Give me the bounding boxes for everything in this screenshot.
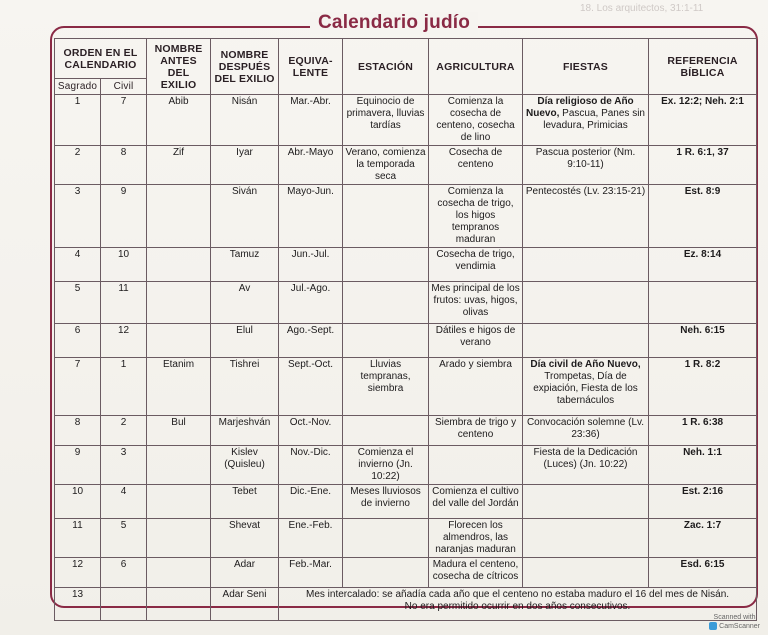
cell-equivalente: Nov.-Dic. <box>279 446 343 485</box>
cell-estacion <box>343 416 429 446</box>
cell-sagrado: 6 <box>55 324 101 358</box>
cell-agricultura: Cosecha de centeno <box>429 146 523 185</box>
intercalary-note-line1: Mes intercalado: se añadía cada año que el centeno no estaba maduro el 16 del mes de Nisán. <box>305 589 730 600</box>
cell-referencia: 1 R. 6:1, 37 <box>649 146 757 185</box>
scanner-watermark-line2: CamScanner <box>719 623 760 630</box>
cell-civil: 1 <box>101 358 147 416</box>
header-nombre-despues: NOMBRE DESPUÉS DEL EXILIO <box>211 39 279 95</box>
table-row <box>55 416 757 446</box>
table-row-intercalary <box>55 588 757 621</box>
fiestas-text: Pascua, Panes sin levadura, Primicias <box>543 108 645 131</box>
cell-referencia <box>649 282 757 324</box>
cell-equivalente: Mayo-Jun. <box>279 185 343 248</box>
bleed-through-text: 18. Los arquitectos, 31:1-11 <box>580 3 704 14</box>
cell-agricultura: Comienza el cultivo del valle del Jordán <box>429 485 523 519</box>
header-fiestas: FIESTAS <box>523 39 649 95</box>
cell-nombre-antes <box>147 588 211 621</box>
cell-nombre-despues: Tebet <box>211 485 279 519</box>
cell-sagrado: 11 <box>55 519 101 558</box>
cell-nombre-despues: Tamuz <box>211 248 279 282</box>
cell-nombre-antes <box>147 282 211 324</box>
cell-estacion: Equinocio de primavera, lluvias tardías <box>343 95 429 146</box>
cell-civil: 5 <box>101 519 147 558</box>
cell-fiestas <box>523 519 649 558</box>
cell-equivalente: Mar.-Abr. <box>279 95 343 146</box>
header-estacion: ESTACIÓN <box>343 39 429 95</box>
table-row <box>55 358 757 416</box>
cell-nombre-antes <box>147 446 211 485</box>
cell-nombre-despues: Siván <box>211 185 279 248</box>
cell-equivalente: Dic.-Ene. <box>279 485 343 519</box>
cell-nombre-despues: Adar <box>211 558 279 588</box>
cell-referencia: 1 R. 8:2 <box>649 358 757 416</box>
fiestas-text: Fiesta de la Dedicación (Luces) (Jn. 10:22) <box>533 447 638 470</box>
cell-agricultura: Arado y siembra <box>429 358 523 416</box>
cell-sagrado: 5 <box>55 282 101 324</box>
cell-agricultura: Dátiles e higos de verano <box>429 324 523 358</box>
cell-sagrado: 3 <box>55 185 101 248</box>
fiestas-highlight: Día civil de Año Nuevo, <box>530 359 641 370</box>
cell-estacion <box>343 282 429 324</box>
cell-agricultura: Siembra de trigo y centeno <box>429 416 523 446</box>
cell-referencia: Neh. 6:15 <box>649 324 757 358</box>
header-orden: ORDEN EN EL CALENDARIO <box>55 39 147 79</box>
table-row <box>55 324 757 358</box>
cell-civil: 3 <box>101 446 147 485</box>
cell-estacion <box>343 248 429 282</box>
table-row <box>55 282 757 324</box>
fiestas-highlight: Día religioso de Año Nuevo, <box>526 96 634 119</box>
cell-sagrado: 2 <box>55 146 101 185</box>
cell-referencia: Ez. 8:14 <box>649 248 757 282</box>
cell-agricultura: Mes principal de los frutos: uvas, higos, olivas <box>429 282 523 324</box>
cell-sagrado: 10 <box>55 485 101 519</box>
cell-referencia: Neh. 1:1 <box>649 446 757 485</box>
cell-civil: 6 <box>101 558 147 588</box>
table-row <box>55 485 757 519</box>
cell-referencia: Esd. 6:15 <box>649 558 757 588</box>
cell-agricultura: Cosecha de trigo, vendimia <box>429 248 523 282</box>
cell-fiestas <box>523 248 649 282</box>
header-agricultura: AGRICULTURA <box>429 39 523 95</box>
header-referencia: REFERENCIA BÍBLICA <box>649 39 757 95</box>
cell-nombre-despues: Iyar <box>211 146 279 185</box>
cell-referencia: 1 R. 6:38 <box>649 416 757 446</box>
cell-nombre-antes <box>147 519 211 558</box>
cell-estacion <box>343 558 429 588</box>
cell-equivalente: Sept.-Oct. <box>279 358 343 416</box>
fiestas-text: Trompetas, Día de expiación, Fiesta de los tabernáculos <box>533 371 638 406</box>
intercalary-note-line2: No era permitido ocurrir en dos años consecutivos. <box>404 601 631 612</box>
cell-nombre-antes: Zif <box>147 146 211 185</box>
cell-civil: 8 <box>101 146 147 185</box>
table-row <box>55 519 757 558</box>
fiestas-text: Pentecostés (Lv. 23:15-21) <box>525 186 646 197</box>
calendar-body <box>55 95 757 621</box>
cell-fiestas <box>523 558 649 588</box>
cell-civil: 4 <box>101 485 147 519</box>
cell-nombre-antes <box>147 324 211 358</box>
cell-sagrado: 4 <box>55 248 101 282</box>
cell-civil: 10 <box>101 248 147 282</box>
header-civil: Civil <box>101 79 147 95</box>
cell-referencia: Ex. 12:2; Neh. 2:1 <box>649 95 757 146</box>
cell-civil: 7 <box>101 95 147 146</box>
calendar-table <box>54 38 757 621</box>
cell-equivalente: Abr.-Mayo <box>279 146 343 185</box>
cell-nombre-antes <box>147 558 211 588</box>
cell-equivalente: Ago.-Sept. <box>279 324 343 358</box>
cell-civil: 12 <box>101 324 147 358</box>
cell-equivalente: Feb.-Mar. <box>279 558 343 588</box>
header-equivalente: EQUIVA- LENTE <box>279 39 343 95</box>
cell-referencia: Est. 8:9 <box>649 185 757 248</box>
fiestas-text: Convocación solemne (Lv. 23:36) <box>526 417 645 440</box>
cell-fiestas <box>523 358 649 416</box>
fiestas-text: Pascua posterior (Nm. 9:10-11) <box>535 147 636 170</box>
table-row <box>55 558 757 588</box>
table-row <box>55 95 757 146</box>
cell-equivalente: Oct.-Nov. <box>279 416 343 446</box>
cell-nombre-antes: Etanim <box>147 358 211 416</box>
cell-sagrado: 13 <box>55 588 101 621</box>
cell-estacion: Verano, comienza la temporada seca <box>343 146 429 185</box>
cell-equivalente: Jun.-Jul. <box>279 248 343 282</box>
cell-fiestas <box>523 282 649 324</box>
cell-agricultura: Comienza la cosecha de centeno, cosecha de lino <box>429 95 523 146</box>
cell-sagrado: 12 <box>55 558 101 588</box>
cell-fiestas <box>523 146 649 185</box>
cell-nombre-despues: Nisán <box>211 95 279 146</box>
cell-agricultura: Comienza la cosecha de trigo, los higos tempranos maduran <box>429 185 523 248</box>
cell-fiestas <box>523 95 649 146</box>
cell-nombre-despues: Kislev (Quisleu) <box>211 446 279 485</box>
cell-equivalente: Jul.-Ago. <box>279 282 343 324</box>
cell-sagrado: 8 <box>55 416 101 446</box>
cell-civil: 11 <box>101 282 147 324</box>
cell-agricultura: Florecen los almendros, las naranjas maduran <box>429 519 523 558</box>
cell-civil <box>101 588 147 621</box>
cell-nombre-despues: Adar Seni <box>211 588 279 621</box>
cell-civil: 9 <box>101 185 147 248</box>
cell-estacion: Comienza el invierno (Jn. 10:22) <box>343 446 429 485</box>
cell-referencia: Zac. 1:7 <box>649 519 757 558</box>
cell-agricultura <box>429 446 523 485</box>
cell-intercalary-note <box>279 588 757 621</box>
cell-nombre-despues: Marjeshván <box>211 416 279 446</box>
cell-fiestas <box>523 446 649 485</box>
cell-sagrado: 1 <box>55 95 101 146</box>
cell-fiestas <box>523 185 649 248</box>
cell-estacion <box>343 324 429 358</box>
cell-nombre-antes <box>147 485 211 519</box>
cell-estacion: Lluvias tempranas, siembra <box>343 358 429 416</box>
cell-civil: 2 <box>101 416 147 446</box>
cell-referencia: Est. 2:16 <box>649 485 757 519</box>
camscanner-icon <box>709 622 717 630</box>
page-title: Calendario judío <box>310 12 478 34</box>
cell-agricultura: Madura el centeno, cosecha de cítricos <box>429 558 523 588</box>
scanner-watermark <box>709 614 760 631</box>
cell-estacion <box>343 519 429 558</box>
cell-sagrado: 7 <box>55 358 101 416</box>
cell-nombre-despues: Shevat <box>211 519 279 558</box>
cell-estacion: Meses lluviosos de invierno <box>343 485 429 519</box>
table-row <box>55 446 757 485</box>
table-row <box>55 146 757 185</box>
cell-nombre-despues: Av <box>211 282 279 324</box>
cell-nombre-antes <box>147 185 211 248</box>
table-row <box>55 185 757 248</box>
scanner-watermark-line1: Scanned with <box>713 614 756 622</box>
cell-fiestas <box>523 324 649 358</box>
cell-sagrado: 9 <box>55 446 101 485</box>
cell-fiestas <box>523 416 649 446</box>
cell-nombre-despues: Elul <box>211 324 279 358</box>
header-sagrado: Sagrado <box>55 79 101 95</box>
cell-equivalente: Ene.-Feb. <box>279 519 343 558</box>
header-nombre-antes: NOMBRE ANTES DEL EXILIO <box>147 39 211 95</box>
cell-nombre-antes: Abib <box>147 95 211 146</box>
cell-nombre-despues: Tishrei <box>211 358 279 416</box>
cell-fiestas <box>523 485 649 519</box>
table-row <box>55 248 757 282</box>
cell-nombre-antes <box>147 248 211 282</box>
cell-nombre-antes: Bul <box>147 416 211 446</box>
cell-estacion <box>343 185 429 248</box>
